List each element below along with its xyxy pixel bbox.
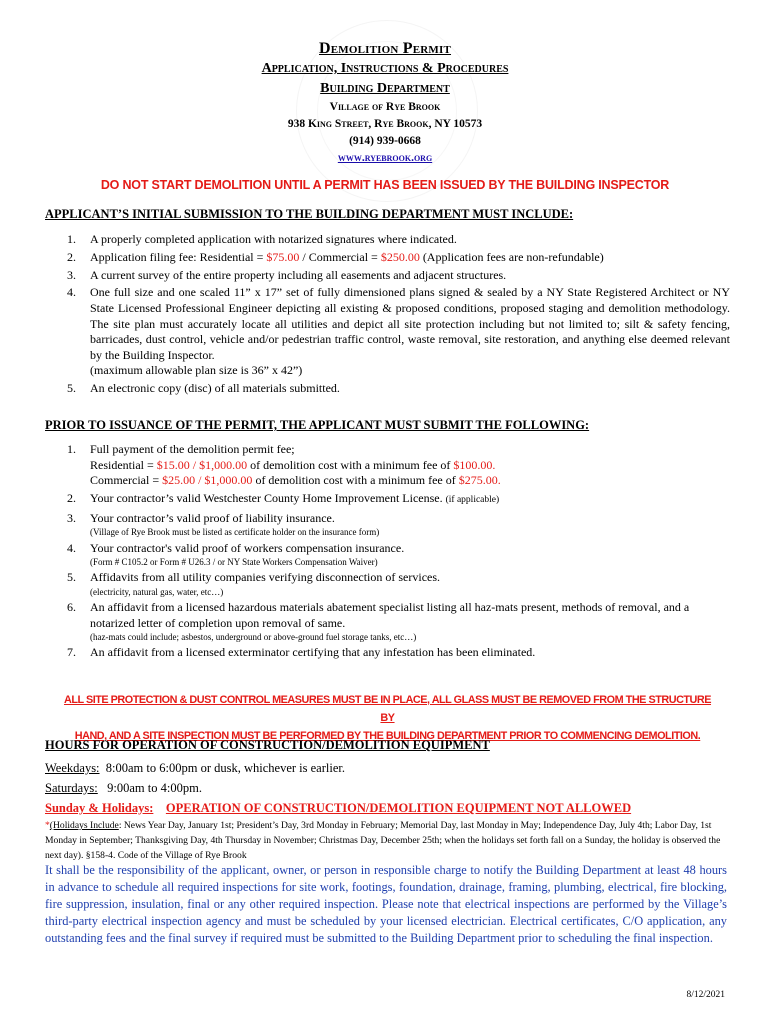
sunday-holiday-hours: Sunday & Holidays: OPERATION OF CONSTRUCTION/DEMOLITION EQUIPMENT NOT ALLOWED bbox=[45, 801, 632, 815]
document-header bbox=[0, 38, 770, 167]
list-item: 5. An electronic copy (disc) of all materials submitted. bbox=[67, 381, 340, 396]
permit-warning: DO NOT START DEMOLITION UNTIL A PERMIT HAS BEEN ISSUED BY THE BUILDING INSPECTOR bbox=[100, 178, 670, 192]
list-item: 2. Application filing fee: Residential = $75.00 / Commercial = $250.00 (Application fees are non-refundable) bbox=[67, 249, 604, 264]
list-item: 5. Affidavits from all utility companies verifying disconnection of services. (electricity, natural gas, water, etc…) bbox=[67, 570, 441, 597]
weekday-hours: Weekdays: 8:00am to 6:00pm or dusk, whichever is earlier. bbox=[45, 761, 345, 775]
list-item: 3. A current survey of the entire property including all easements and adjacent structures. bbox=[67, 267, 507, 282]
revision-date: 8/12/2021 bbox=[686, 990, 725, 1000]
list-item: 3. Your contractor’s valid proof of liability insurance. (Village of Rye Brook must be listed as certificate holder on the insurance form) bbox=[67, 510, 380, 538]
prior-to-issuance-heading: PRIOR TO ISSUANCE OF THE PERMIT, THE APPLICANT MUST SUBMIT THE FOLLOWING: bbox=[45, 418, 590, 432]
list-item: 4. Your contractor's valid proof of workers compensation insurance. (Form # C105.2 or Form # U26.3 / or NY State Workers Compensation Waiver) bbox=[67, 540, 405, 568]
commercial-minimum-fee: $275.00. bbox=[458, 473, 501, 488]
initial-submission-list bbox=[45, 232, 730, 399]
website-link[interactable]: www.ryebrook.org bbox=[337, 152, 433, 164]
initial-submission-heading: APPLICANT’S INITIAL SUBMISSION TO THE BUILDING DEPARTMENT MUST INCLUDE: bbox=[45, 207, 574, 221]
prior-to-issuance-list bbox=[45, 442, 730, 663]
list-item: 1. Full payment of the demolition permit fee; Residential = $15.00 / $1,000.00 of demolition cost with a minimum fee of $100.00. Commercial = $25.00 / $1,000.00 of demolition cost with a minimum fee of $275.00. bbox=[67, 442, 501, 488]
site-protection-warning: ALL SITE PROTECTION & DUST CONTROL MEASURES MUST BE IN PLACE, ALL GLASS MUST BE REMOVED FROM THE STRUCTURE BY HAND, AND A SITE INSPECTION MUST BE PERFORMED BY THE BUILDING DEPARTMENT PRIOR TO COMMENCING DEMOLITION. bbox=[63, 694, 712, 742]
inspection-responsibility-paragraph: It shall be the responsibility of the applicant, owner, or person in responsible charge to notify the Building Department at least 48 hours in advance to schedule all required inspections for site work, footings, foundation, drainage, framing, plumbing, electrical, fire blocking, fire suppression, insulation, final or any other required inspection. Please note that electrical inspections are performed by the Village’s third-party electrical inspection agency and must be scheduled by your licensed electrician. Electrical certificates, C/O application, any outstanding fees and the final survey if required must be submitted to the Building Department prior to scheduling the final inspection. bbox=[45, 863, 727, 945]
residential-minimum-fee: $100.00. bbox=[453, 457, 496, 472]
village-name: Village of Rye Brook bbox=[329, 101, 441, 113]
saturday-hours: Saturdays: 9:00am to 4:00pm. bbox=[45, 781, 202, 795]
department-name: Building Department bbox=[320, 81, 450, 96]
document-title: Demolition Permit bbox=[318, 40, 452, 57]
hours-heading: HOURS FOR OPERATION OF CONSTRUCTION/DEMOLITION EQUIPMENT bbox=[45, 738, 490, 752]
holidays-note: *(Holidays Include: News Year Day, January 1st; President’s Day, 3rd Monday in February; Memorial Day, last Monday in May; Independence Day, July 4th; Labor Day, 1st Monday in September; Thanksgiving Day, 4th Thursday in November; Christmas Day, December 25th; when the holidays set forth fall on a Sunday, the holiday is observed the next day). §158-4. Code of the Village of Rye Brook bbox=[45, 820, 721, 861]
commercial-filing-fee: $250.00 bbox=[380, 249, 420, 264]
phone-number: (914) 939-0668 bbox=[349, 135, 421, 147]
document-subtitle: Application, Instructions & Procedures bbox=[261, 61, 509, 76]
list-item: 4. One full size and one scaled 11” x 17” set of fully dimensioned plans signed & sealed by a NY State Registered Architect or NY State Licensed Professional Engineer depicting all existing & proposed conditions, proposed staging and demolition methodology. The site plan must accurately locate all utilities and depict all site protection including but not limited to; silt & safety fencing, barricades, dust control, vehicle and/or pedestrian traffic control, waste removal, site restoration, and anything else deemed relevant by the Building Inspector. (maximum allowable plan size is 36” x 42”) bbox=[67, 285, 730, 378]
commercial-permit-rate: $25.00 / $1,000.00 bbox=[162, 473, 253, 488]
list-item: 6. An affidavit from a licensed hazardous materials abatement specialist listing all haz-mats present, methods of removal, and a notarized letter of completion upon removal of same. (haz-mats could include; asbestos, underground or above-ground fuel storage tanks, etc…) bbox=[67, 600, 690, 643]
list-item: 7. An affidavit from a licensed exterminator certifying that any infestation has been eliminated. bbox=[67, 645, 536, 660]
list-item: 1. A properly completed application with notarized signatures where indicated. bbox=[67, 232, 457, 246]
list-item: 2. Your contractor’s valid Westchester County Home Improvement License. (if applicable) bbox=[67, 490, 500, 505]
residential-permit-rate: $15.00 / $1,000.00 bbox=[156, 457, 248, 472]
address: 938 King Street, Rye Brook, NY 10573 bbox=[287, 118, 483, 130]
residential-filing-fee: $75.00 bbox=[266, 249, 300, 264]
